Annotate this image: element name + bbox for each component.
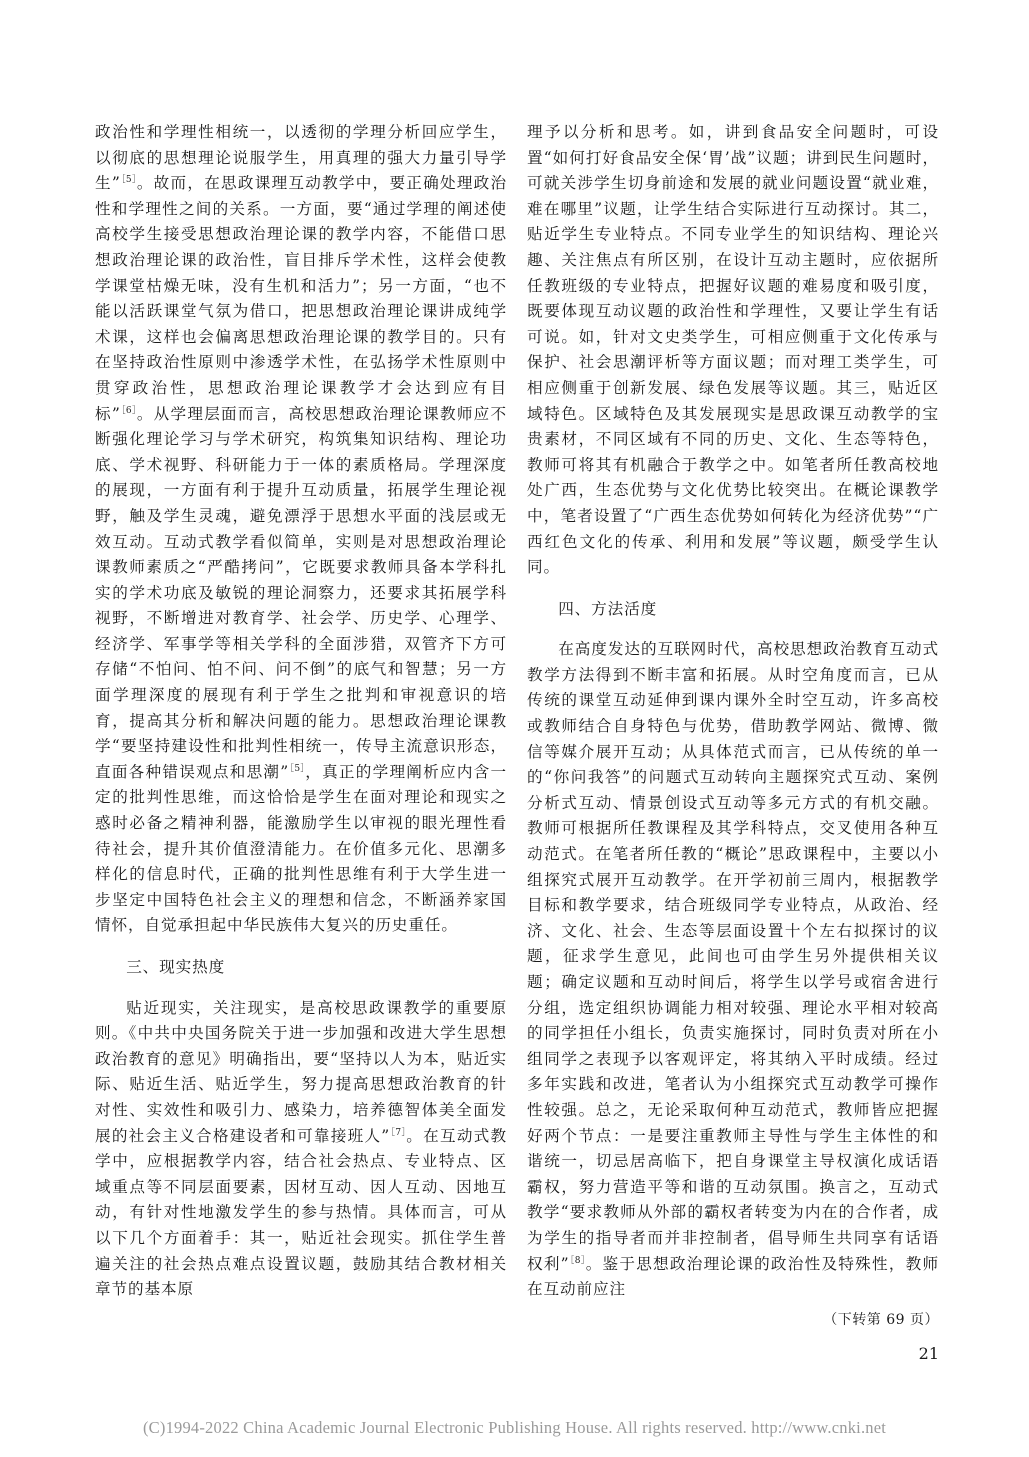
paragraph-text: 在高度发达的互联网时代，高校思想政治教育互动式教学方法得到不断丰富和拓展。从时空角度而言，已从传统的课堂互动延伸到课内课外全时空互动，许多高校或教师结合自身特色与优势，借助教学网站、微博、微信等媒介展开互动；从具体范式而言，已从传统的单一的“你问我答”的问题式互动转向主题探究式互动、案例分析式互动、情景创设式互动等多元方式的有机交融。教师可根据所任教课程及其学科特点，交叉使用各种互动范式。在笔者所任教的“概论”思政课程中，主要以小组探究式展开互动教学。在开学初前三周内，根据教学目标和教学要求，结合班级同学专业特点，从政治、经济、文化、社会、生态等层面设置十个左右拟探讨的议题，征求学生意见，此间也可由学生另外提供相关议题；确定议题和互动时间后，将学生以学号或宿舍进行分组，选定组织协调能力相对较强、理论水平相对较高的同学担任小组长，负责实施探讨，同时负责对所在小组同学之表现予以客观评定，将其纳入平时成绩。经过多年实践和改进，笔者认为小组探究式互动教学可操作性较强。总之，无论采取何种互动范式，教师皆应把握好两个节点：一是要注重教师主导性与学生主体性的和谐统一，切忌居高临下，把自身课堂主导权演化成话语霸权，努力营造平等和谐的互动氛围。换言之，互动式教学“要求教师从外部的霸权者转变为内在的合作者，成为学生的指导者而并非控制者，倡导师生共同享有话语权利” <box>527 640 939 1273</box>
paragraph-text: 政治性和学理性相统一，以透彻的学理分析回应学生，以彻底的思想理论说服学生，用真理的强大力量引导学生” <box>95 123 507 193</box>
section-heading: 三、现实热度 <box>126 958 226 976</box>
paragraph-text: 。鉴于思想政治理论课的政治性及特殊性，教师在互动前应注 <box>527 1254 939 1299</box>
paragraph-text: 贴近现实，关注现实，是高校思政课教学的重要原则。《中共中央国务院关于进一步加强和改进大学生思想政治教育的意见》明确指出，要“坚持以人为本，贴近实际、贴近生活、贴近学生，努力提高思想政治教育的针对性、实效性和吸引力、感染力，培养德智体美全面发展的社会主义合格建设者和可靠接班人” <box>95 998 507 1145</box>
paragraph-text: 。从学理层面而言，高校思想政治理论课教师应不断强化理论学习与学术研究，构筑集知识结构、理论功底、学术视野、科研能力于一体的素质格局。学理深度的展现，一方面有利于提升互动质量，拓展学生理论视野，触及学生灵魂，避免漂浮于思想水平面的浅层或无效互动。互动式教学看似简单，实则是对思想政治理论课教师素质之“严酷拷问”，它既要求教师具备本学科扎实的学术功底及敏锐的理论洞察力，还要求其拓展学科视野，不断增进对教育学、社会学、历史学、心理学、经济学、军事学等相关学科的全面涉猎，双管齐下方可存储“不怕问、怕不问、问不倒”的底气和智慧；另一方面学理深度的展现有利于学生之批判和审视意识的培育，提高其分析和解决问题的能力。思想政治理论课教学“要坚持建设性和批判性相统一，传导主流意识形态，直面各种错误观点和思潮” <box>95 404 507 781</box>
copyright-watermark: (C)1994-2022 China Academic Journal Electronic Publishing House. All rights reserved. http://www.cnki.net <box>142 1418 887 1437</box>
body-paragraph <box>95 120 507 939</box>
paragraph-text: 。故而，在思政课理互动教学中，要正确处理政治性和学理性之间的关系。一方面，要“通过学理的阐述使高校学生接受思想政治理论课的教学内容，不能借口思想政治理论课的政治性，盲目排斥学术性，这样会使教学课堂枯燥无味，没有生机和活力”；另一方面，“也不能以活跃课堂气氛为借口，把思想政治理论课讲成纯学术课，这样也会偏离思想政治理论课的教学目的。只有在坚持政治性原则中渗透学术性，在弘扬学术性原则中贯穿政治性，思想政治理论课教学才会达到应有目标” <box>95 174 507 423</box>
paragraph-text: 。在互动式教学中，应根据教学内容，结合社会热点、专业特点、区域重点等不同层面要素，因材互动、因人互动、因地互动，有针对性地激发学生的参与热情。具体而言，可从以下几个方面着手：其一，贴近社会现实。抓住学生普遍关注的社会热点难点设置议题，鼓励其结合教材相关章节的基本原 <box>95 1126 507 1299</box>
citation-ref: ［6］ <box>120 405 137 416</box>
right-column <box>527 120 939 1303</box>
left-column <box>95 120 507 1303</box>
citation-ref: ［5］ <box>289 763 306 774</box>
body-paragraph <box>527 637 939 1302</box>
paragraph-text: ，真正的学理阐析应内含一定的批判性思维，而这恰恰是学生在面对理论和现实之惑时必备之精神利器，能激励学生以审视的眼光理性看待社会，提升其价值澄清能力。在价值多元化、思潮多样化的信息时代，正确的批判性思维有利于大学生进一步坚定中国特色社会主义的理想和信念，不断涵养家国情怀，自觉承担起中华民族伟大复兴的历史重任。 <box>95 762 507 935</box>
citation-ref: ［8］ <box>569 1255 586 1266</box>
body-paragraph <box>95 996 507 1303</box>
paragraph-text: 理予以分析和思考。如，讲到食品安全问题时，可设置“如何打好食品安全保‘胃’战”议题；讲到民生问题时，可就关涉学生切身前途和发展的就业问题设置“就业难，难在哪里”议题，让学生结合实际进行互动探讨。其二，贴近学生专业特点。不同专业学生的知识结构、理论兴趣、关注焦点有所区别，在设计互动主题时，应依据所任教班级的专业特点，把握好议题的难易度和吸引度，既要体现互动议题的政治性和学理性，又要让学生有话可说。如，针对文史类学生，可相应侧重于文化传承与保护、社会思潮评析等方面议题；而对理工类学生，可相应侧重于创新发展、绿色发展等议题。其三，贴近区域特色。区域特色及其发展现实是思政课互动教学的宝贵素材，不同区域有不同的历史、文化、生态等特色，教师可将其有机融合于教学之中。如笔者所任教高校地处广西，生态优势与文化优势比较突出。在概论课教学中，笔者设置了“广西生态优势如何转化为经济优势”“广西红色文化的传承、利用和发展”等议题，颇受学生认同。 <box>527 123 939 577</box>
body-paragraph <box>527 120 939 581</box>
page-number: 21 <box>918 1344 939 1363</box>
continued-note: （下转第 69 页） <box>823 1312 939 1328</box>
section-heading: 四、方法活度 <box>558 599 658 618</box>
citation-ref: ［7］ <box>390 1127 407 1138</box>
citation-ref: ［5］ <box>120 175 137 185</box>
